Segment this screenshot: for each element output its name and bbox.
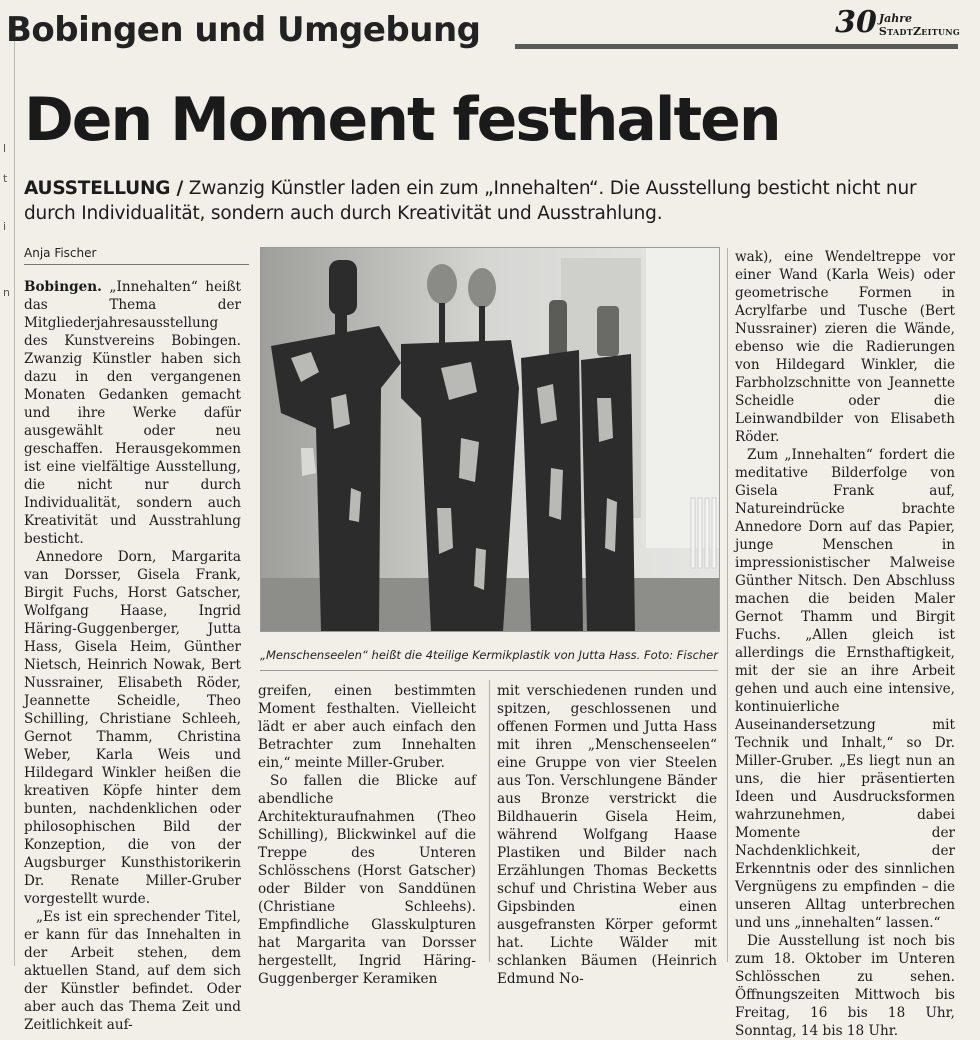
lead-keyword: AUSSTELLUNG / bbox=[24, 178, 184, 199]
paragraph: Annedore Dorn, Margarita van Dorsser, Gisela Frank, Birgit Fuchs, Horst Gatscher, Wolfgang Haase, Ingrid Häring-Guggenberger, Jutta Hass, Gisela Heim, Günther Nietsch, Heinrich Nowak, Bert Nussrainer, Elisabeth Röder, Jeannette Scheidle, Theo Schilling, Christiane Schleeh, Gernot Thamm, Christina Weber, Karla Weis und Hildegard Winkler heißen die kreativen Köpfe hinter dem bunten, nachdenklichen oder philosophischen Bild der Konzeption, die von der Augsburger Kunsthistorikerin Dr. Renate Miller-Gruber vorgestellt wurde. bbox=[24, 549, 241, 907]
logo-number: 30 bbox=[835, 5, 877, 40]
paragraph: „Es ist ein sprechender Titel, er kann für das Innehalten in der Arbeit stehen, dem aktuellen Stand, auf dem sich der Künstler befindet. Oder aber auch das Thema Zeit und Zeitlichkeit auf- bbox=[24, 909, 241, 1033]
dateline: Bobingen. bbox=[24, 279, 102, 295]
byline: Anja Fischer bbox=[24, 246, 97, 260]
paragraph-text: „Innehalten“ heißt das Thema der Mitgliederjahresausstellung des Kunstvereins Bobingen. Zwanzig Künstler haben sich dazu in den vergangenen Monaten Gedanken gemacht und ihre Werke dafür ausgewählt oder neu geschaffen. Herausgekommen ist eine vielfältige Ausstellung, die nicht nur durch Individualität, sondern auch Kreativität und Ausstrahlung besticht. bbox=[24, 279, 241, 547]
caption-rule bbox=[260, 670, 718, 671]
article-column-3 bbox=[497, 682, 717, 988]
headline: Den Moment festhalten bbox=[24, 85, 780, 155]
column-divider bbox=[489, 680, 490, 962]
photo-credit: Foto: Fischer bbox=[644, 648, 718, 662]
article-column-4 bbox=[735, 248, 955, 1040]
sculpture-photo-image bbox=[261, 248, 719, 631]
section-title: Bobingen und Umgebung bbox=[6, 10, 481, 50]
paragraph: Zum „Innehalten“ fordert die meditative Bilderfolge von Gisela Frank auf, Natureindrücke brachte Annedore Dorn auf das Papier, junge Menschen in impressionistischer Malweise Günther Nitsch. Den Abschluss machen die beiden Maler Gernot Thamm und Birgit Fuchs. „Allen gleich ist allerdings die Ernsthaftigkeit, mit der sie an ihre Arbeit gehen und auch eine intensive, kontinuierliche Auseinandersetzung mit Technik und Inhalt,“ so Dr. Miller-Gruber. „Es liegt nun an uns, die hier präsentierten Ideen und Ausdrucksformen wahrzunehmen, dabei Momente der Nachdenklichkeit, der Erkenntnis oder des sinnlichen Vergnügens zu empfinden – die unseren Alltag unterbrechen und uns „innehalten“ lassen.“ bbox=[735, 447, 955, 931]
byline-rule bbox=[24, 264, 249, 265]
left-page-edge bbox=[0, 40, 15, 966]
photo-caption bbox=[260, 648, 718, 662]
paragraph: Die Ausstellung ist noch bis zum 18. Oktober im Unteren Schlösschen zu sehen. Öffnungszeiten Mittwoch bis Freitag, 16 bis 18 Uhr, Sonntag, 14 bis 18 Uhr. bbox=[735, 933, 955, 1039]
lead-paragraph bbox=[24, 176, 944, 226]
article-column-2 bbox=[258, 682, 476, 988]
edge-fragment: t bbox=[3, 172, 8, 185]
edge-fragment: l bbox=[3, 142, 7, 155]
column-divider bbox=[727, 248, 728, 962]
paragraph: mit verschiedenen runden und spitzen, geschlossenen und offenen Formen und Jutta Hass mit ihren „Menschenseelen“ eine Gruppe von vier Steelen aus Ton. Verschlungene Bänder aus Bronze verstrickt die Bildhauerin Gisela Heim, während Wolfgang Haase Plastiken und Bilder nach Erzählungen Thomas Becketts schuf und Christina Weber aus Gipsbinden einen ausgefransten Körper geformt hat. Lichte Wälder mit schlanken Bäumen (Heinrich Edmund No- bbox=[497, 683, 717, 987]
lead-text: Zwanzig Künstler laden ein zum „Innehalten“. Die Ausstellung besticht nicht nur durch Individualität, sondern auch durch Kreativität und Ausstrahlung. bbox=[24, 178, 917, 224]
paragraph: wak), eine Wendeltreppe vor einer Wand (Karla Weis) oder geometrische Formen in Acrylfarbe und Tusche (Bert Nussrainer) zieren die Wände, ebenso wie die Radierungen von Hildegard Winkler, die Farbholzschnitte von Jeannette Scheidle oder die Leinwandbilder von Elisabeth Röder. bbox=[735, 249, 955, 445]
section-rule bbox=[515, 44, 958, 49]
edge-fragment: i bbox=[3, 220, 7, 233]
article-column-1 bbox=[24, 278, 241, 1034]
paragraph bbox=[24, 278, 241, 548]
paragraph: greifen, einen bestimmten Moment festhalten. Vielleicht lädt er aber auch einfach den Betrachter zum Innehalten ein,“ meinte Miller-Gruber. bbox=[258, 683, 476, 771]
edge-fragment: n bbox=[3, 286, 10, 299]
caption-text: „Menschenseelen“ heißt die 4teilige Kermikplastik von Jutta Hass. bbox=[260, 648, 641, 662]
logo-jahre: Jahre bbox=[878, 12, 913, 25]
logo-name: StadtZeitung bbox=[878, 25, 960, 38]
article-photo bbox=[260, 247, 720, 632]
anniversary-logo bbox=[835, 5, 960, 40]
paragraph: So fallen die Blicke auf abendliche Architekturaufnahmen (Theo Schilling), Blickwinkel auf die Treppe des Unteren Schlösschens (Horst Gatscher) oder Bilder von Sanddünen (Christiane Schleehs). Empfindliche Glasskulpturen hat Margarita van Dorsser hergestellt, Ingrid Häring-Guggenberger Keramiken bbox=[258, 773, 476, 987]
